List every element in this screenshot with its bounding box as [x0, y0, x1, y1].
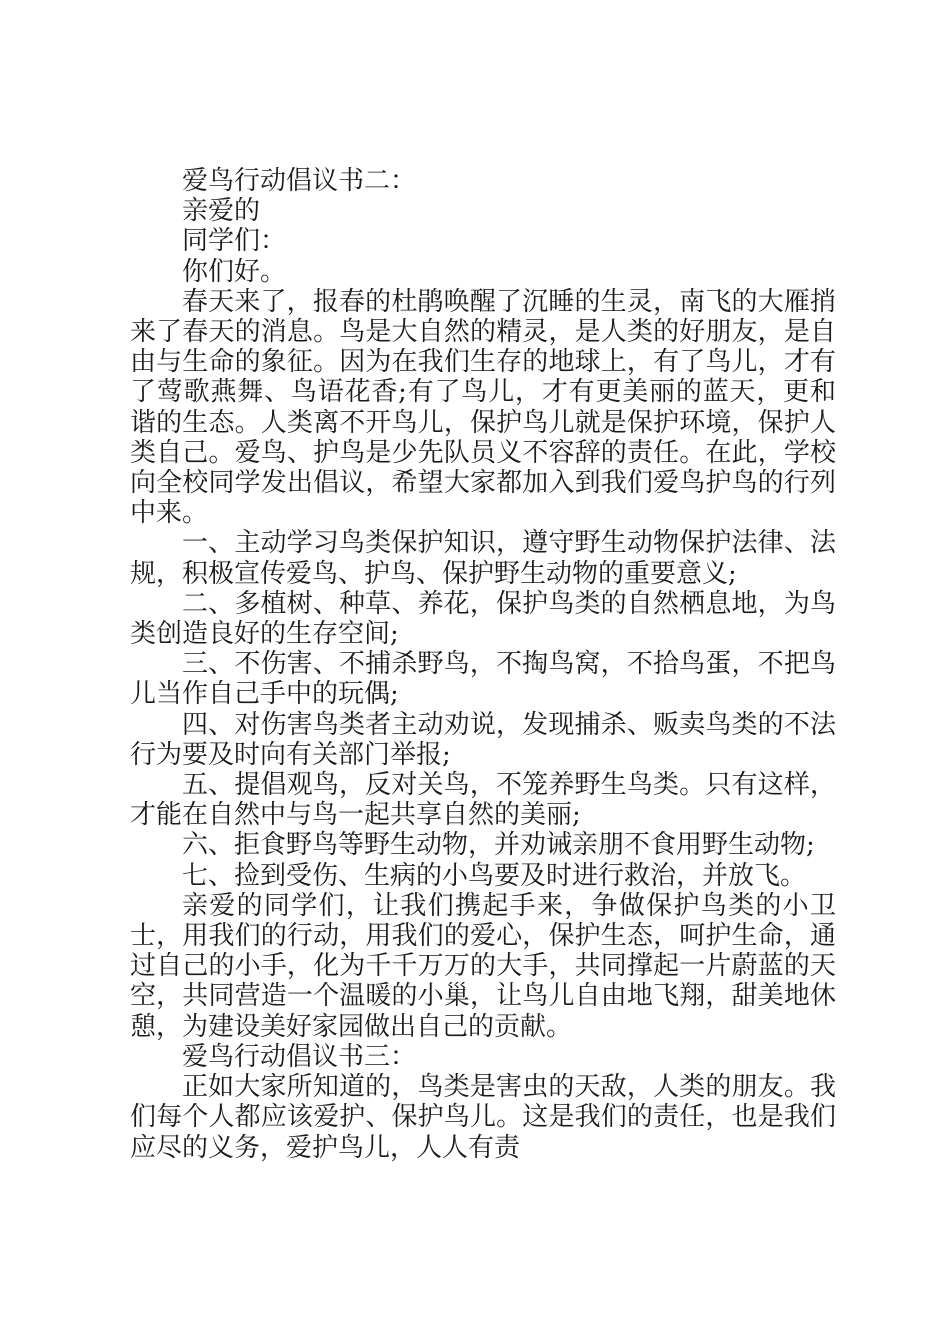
section-2-title: 爱鸟行动倡议书二：: [182, 166, 417, 196]
section-3-title: 爱鸟行动倡议书三：: [182, 1041, 417, 1072]
proposal-item-1: 一、主动学习鸟类保护知识，遵守野生动物保护法律、法规，积极宣传爱鸟、护鸟、保护野生动物的重要意义;: [130, 528, 836, 589]
salutation-line-2: 同学们：: [182, 226, 287, 257]
closing-paragraph: 亲爱的同学们，让我们携起手来，争做保护鸟类的小卫士，用我们的行动，用我们的爱心，保护生态，呵护生命，通过自己的小手，化为千千万万的大手，共同撑起一片蔚蓝的天空，共同营造一个温暖的小巢，让鸟儿自由地飞翔，甜美地休憩，为建设美好家园做出自己的贡献。: [130, 890, 836, 1042]
proposal-item-2: 二、多植树、种草、养花，保护鸟类的自然栖息地，为鸟类创造良好的生存空间;: [130, 588, 836, 650]
intro-paragraph: 春天来了，报春的杜鹃唤醒了沉睡的生灵，南飞的大雁捎来了春天的消息。鸟是大自然的精灵，是人类的好朋友，是自由与生命的象征。因为在我们生存的地球上，有了鸟儿，才有了莺歌燕舞、鸟语花香;有了鸟儿，才有更美丽的蓝天，更和谐的生态。人类离不开鸟儿，保护鸟儿就是保护环境，保护人类自己。爱鸟、护鸟是少先队员义不容辞的责任。在此，学校向全校同学发出倡议，希望大家都加入到我们爱鸟护鸟的行列中来。: [130, 286, 836, 529]
proposal-item-5: 五、提倡观鸟，反对关鸟，不笼养野生鸟类。只有这样，才能在自然中与鸟一起共享自然的美丽;: [130, 770, 836, 831]
document-body: [130, 166, 836, 1163]
section-3-body: 正如大家所知道的，鸟类是害虫的天敌，人类的朋友。我们每个人都应该爱护、保护鸟儿。这是我们的责任，也是我们应尽的义务，爱护鸟儿，人人有责: [130, 1072, 836, 1163]
salutation-line-1: 亲爱的: [182, 196, 261, 227]
proposal-item-3: 三、不伤害、不捕杀野鸟，不掏鸟窝，不拾鸟蛋，不把鸟儿当作自己手中的玩偶;: [130, 649, 836, 710]
proposal-item-4: 四、对伤害鸟类者主动劝说，发现捕杀、贩卖鸟类的不法行为要及时向有关部门举报;: [130, 709, 836, 770]
greeting: 你们好。: [182, 256, 287, 287]
proposal-item-6: 六、拒食野鸟等野生动物，并劝诫亲朋不食用野生动物;: [182, 830, 815, 861]
proposal-item-7: 七、捡到受伤、生病的小鸟要及时进行救治，并放飞。: [182, 860, 807, 891]
